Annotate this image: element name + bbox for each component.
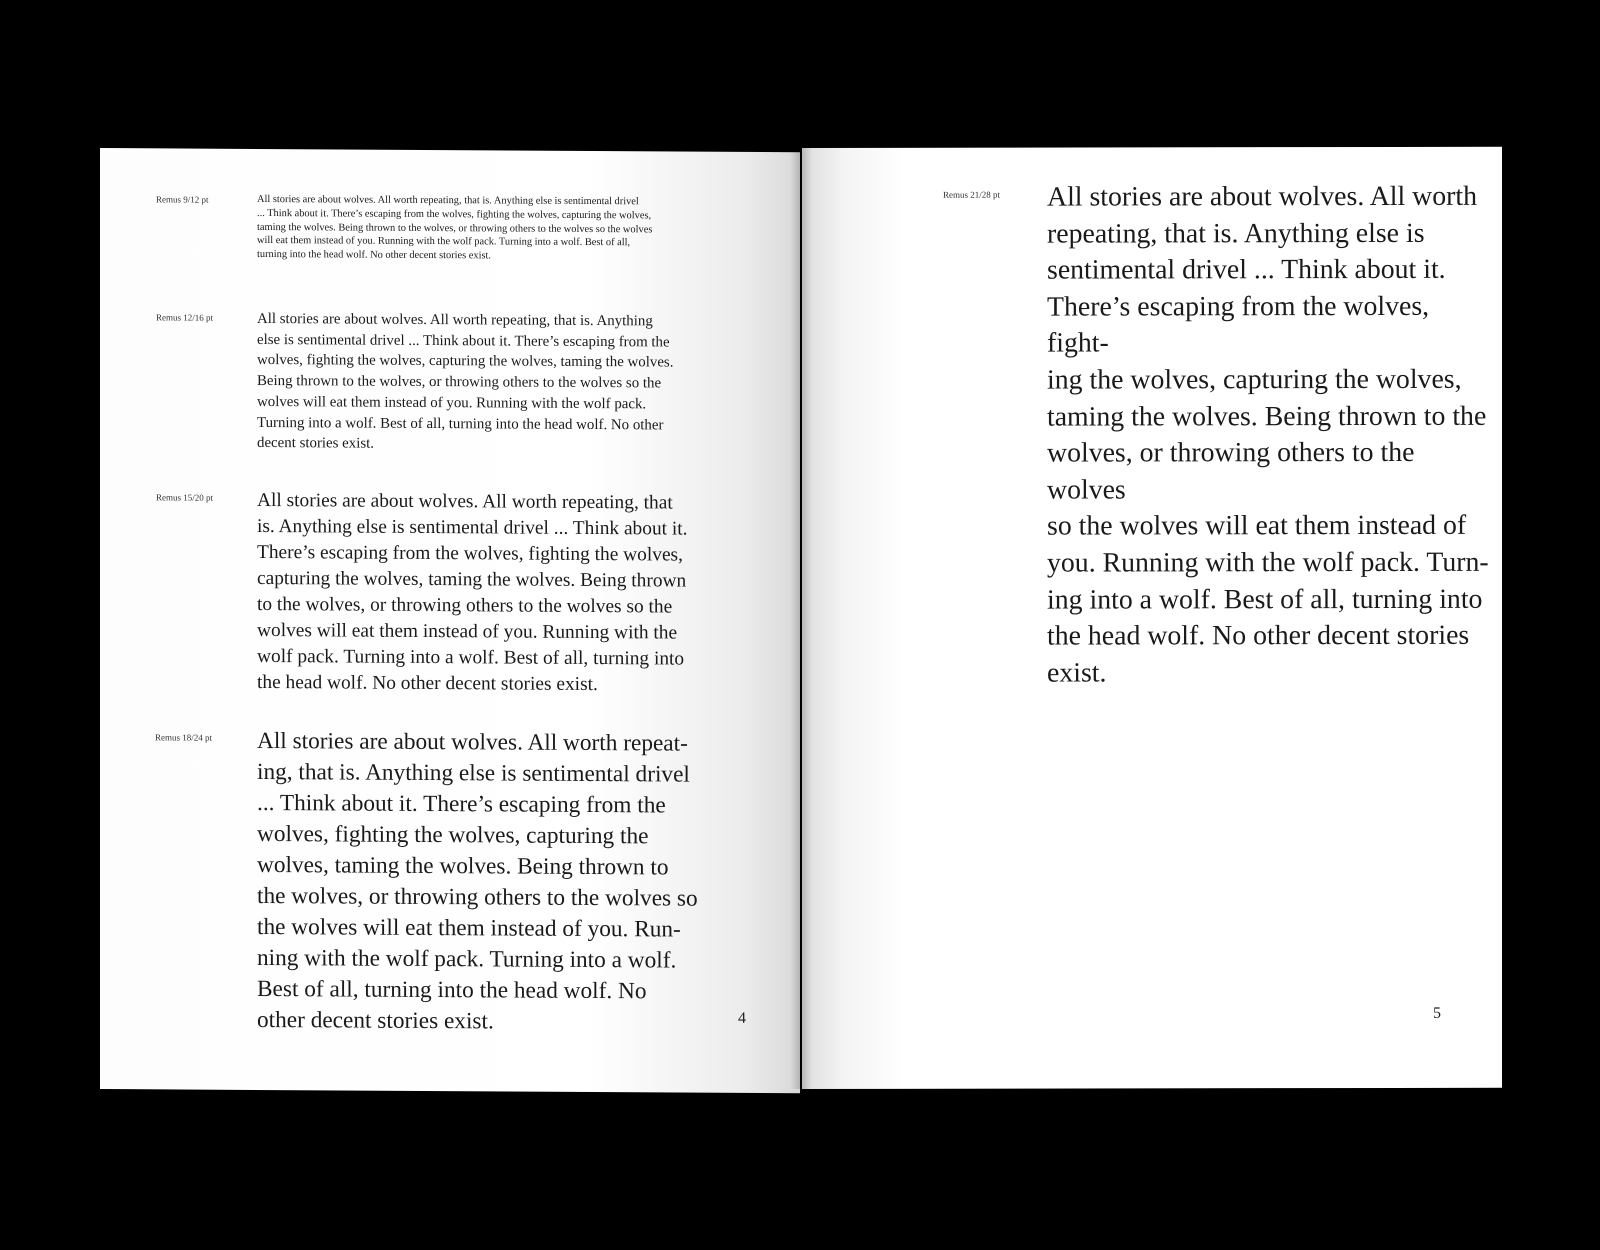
page-number-right: 5	[1433, 1004, 1441, 1022]
spec-label-15-20: Remus 15/20 pt	[156, 492, 214, 503]
type-sample-18-24: All stories are about wolves. All worth repeat- ing, that is. Anything else is sentimental drivel ... Think about it. There’s escaping from the wolves, fighting the wolves, capturing the wolves, taming the wolves. Being thrown to the wolves, or throwing others to the wolves so the wolves will eat them instead of you. Run- ning with the wolf pack. Turning into a wolf. Best of all, turning into the head wolf. No other decent stories exist.	[257, 727, 698, 1035]
type-sample-21-28: All stories are about wolves. All worth repeating, that is. Anything else is sentimental drivel ... Think about it. There’s escaping from the wolves, fight- ing the wolves, capturing the wolves, taming the wolves. Being thrown to the wolves, or throwing others to the wolves so the wolves will eat them instead of you. Running with the wolf pack. Turn- ing into a wolf. Best of all, turning into the head wolf. No other decent stories exist.	[1047, 180, 1489, 689]
booklet-spread	[100, 148, 1502, 1089]
spec-label-21-28: Remus 21/28 pt	[943, 189, 1001, 200]
left-page	[100, 148, 800, 1093]
page-number-left: 4	[738, 1009, 746, 1027]
right-page	[802, 147, 1502, 1089]
spec-label-9-12: Remus 9/12 pt	[156, 194, 209, 205]
spec-label-18-24: Remus 18/24 pt	[155, 732, 213, 743]
binding-gutter	[790, 148, 812, 1089]
type-sample-9-12: All stories are about wolves. All worth repeating, that is. Anything else is sentimental drivel ... Think about it. There’s escaping from the wolves, fighting the wolves, capturing the wolves, taming the wolves. Being thrown to the wolves, or throwing others to the wolves so the wolves will eat them instead of you. Running with the wolf pack. Turning into a wolf. Best of all, turning into the head wolf. No other decent stories exist.	[257, 193, 653, 262]
type-sample-12-16: All stories are about wolves. All worth repeating, that is. Anything else is sentimental drivel ... Think about it. There’s escaping from the wolves, fighting the wolves, capturing the wolves, taming the wolves. Being thrown to the wolves, or throwing others to the wolves so the wolves will eat them instead of you. Running with the wolf pack. Turning into a wolf. Best of all, turning into the head wolf. No other decent stories exist.	[257, 310, 674, 452]
spec-label-12-16: Remus 12/16 pt	[156, 312, 214, 323]
type-sample-15-20: All stories are about wolves. All worth repeating, that is. Anything else is sentimental drivel ... Think about it. There’s escaping from the wolves, fighting the wolves, capturing the wolves, taming the wolves. Being thrown to the wolves, or throwing others to the wolves so the wolves will eat them instead of you. Running with the wolf pack. Turning into a wolf. Best of all, turning into the head wolf. No other decent stories exist.	[257, 489, 688, 696]
